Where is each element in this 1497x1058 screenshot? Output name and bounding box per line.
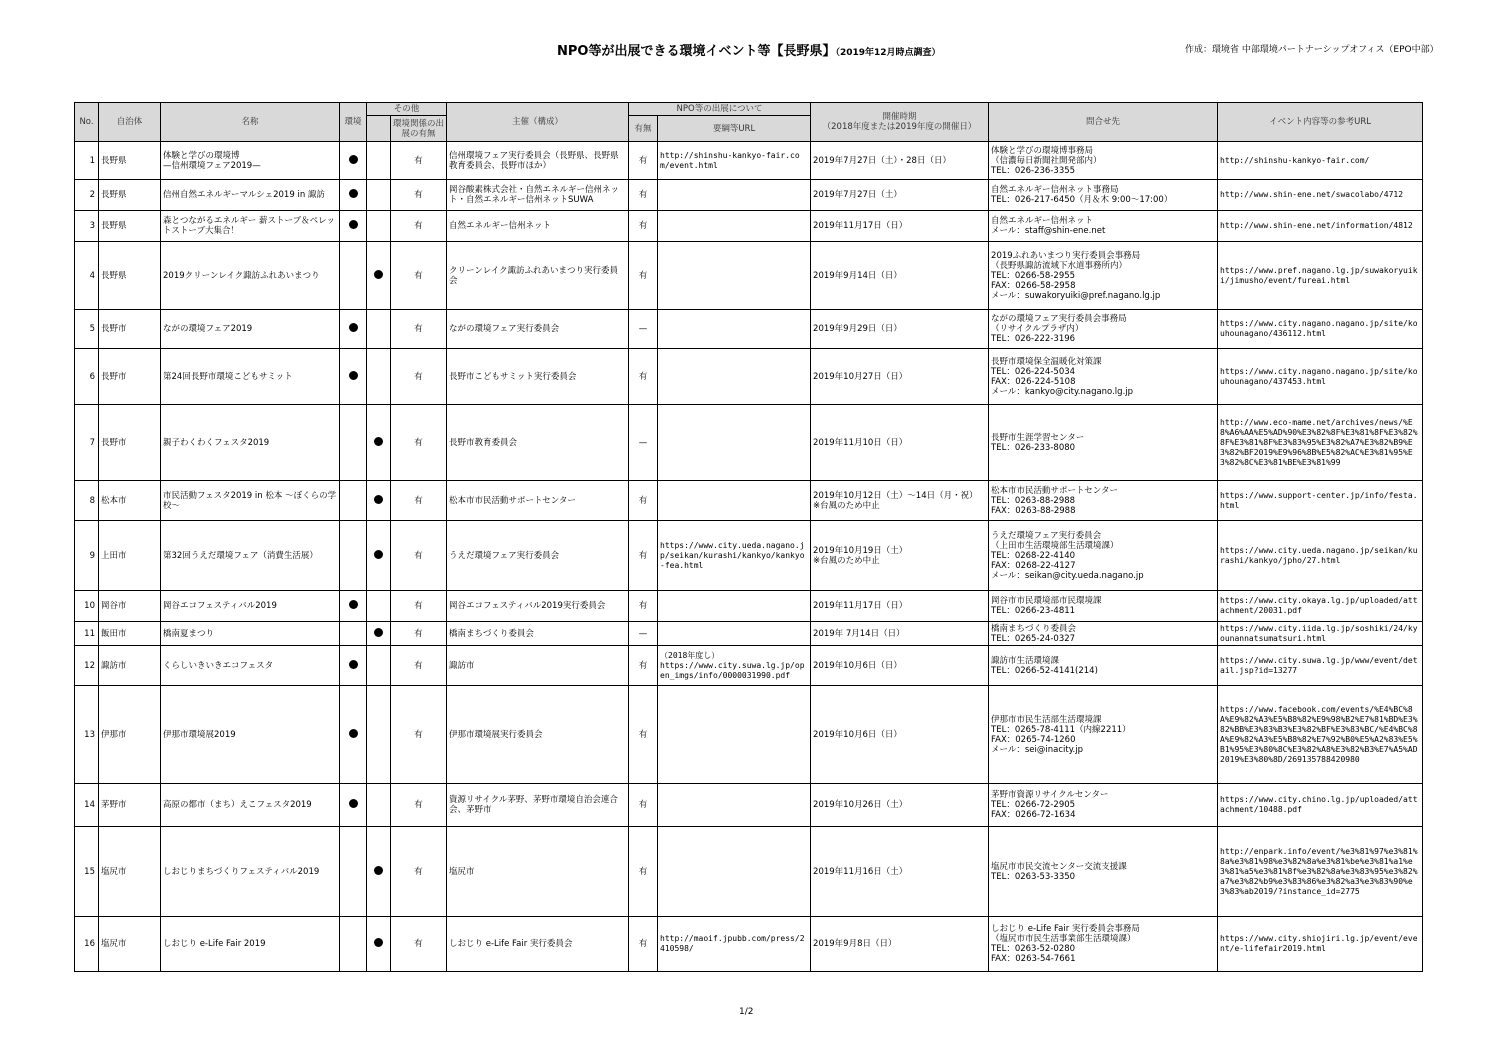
row-name: 森とつながるエネルギー 薪ストーブ＆ペレットストーブ大集合！ bbox=[161, 211, 340, 242]
row-name: 高原の都市（まち）えこフェスタ2019 bbox=[161, 784, 340, 827]
row-event-url: https://www.city.chino.lg.jp/uploaded/attachment/10488.pdf bbox=[1218, 784, 1423, 827]
row-booth: 有 bbox=[391, 242, 447, 310]
row-name: 岡谷エコフェスティバル2019 bbox=[161, 591, 340, 622]
row-period: 2019年11月17日（日） bbox=[811, 211, 989, 242]
filled-circle-icon bbox=[374, 628, 383, 637]
row-municipality: 長野県 bbox=[99, 180, 161, 211]
row-municipality: 塩尻市 bbox=[99, 917, 161, 972]
row-environment bbox=[340, 405, 367, 481]
row-name: 橋南夏まつり bbox=[161, 622, 340, 646]
row-booth: 有 bbox=[391, 646, 447, 686]
row-contact: 諏訪市生活環境課 TEL：0266-52-4141(214) bbox=[989, 646, 1218, 686]
row-no: 3 bbox=[75, 211, 99, 242]
row-npo: 有 bbox=[629, 827, 658, 917]
row-name: しおじり e-Life Fair 2019 bbox=[161, 917, 340, 972]
col-no: No. bbox=[75, 103, 99, 142]
row-environment bbox=[340, 521, 367, 591]
row-npo-url bbox=[658, 784, 811, 827]
row-environment bbox=[340, 591, 367, 622]
row-npo-url bbox=[658, 180, 811, 211]
row-organizer: 岡谷酸素株式会社・自然エネルギー信州ネット・自然エネルギー信州ネットSUWA bbox=[447, 180, 629, 211]
row-environment bbox=[340, 686, 367, 784]
table-row bbox=[75, 180, 1423, 211]
row-event-url: https://www.city.okaya.lg.jp/uploaded/attachment/20031.pdf bbox=[1218, 591, 1423, 622]
row-no: 9 bbox=[75, 521, 99, 591]
row-event-url: https://www.city.iida.lg.jp/soshiki/24/kyounannatsumatsuri.html bbox=[1218, 622, 1423, 646]
row-municipality: 上田市 bbox=[99, 521, 161, 591]
row-no: 8 bbox=[75, 481, 99, 521]
row-npo-url: （2018年度し） https://www.city.suwa.lg.jp/open_imgs/info/0000031990.pdf bbox=[658, 646, 811, 686]
row-other bbox=[367, 405, 391, 481]
table-row bbox=[75, 646, 1423, 686]
filled-circle-icon bbox=[349, 799, 358, 808]
row-npo-url: https://www.city.ueda.nagano.jp/seikan/kurashi/kankyo/kankyo-fea.html bbox=[658, 521, 811, 591]
row-contact: 長野市環境保全温暖化対策課 TEL：026-224-5034 FAX：026-224-5108 メール：kankyo@city.nagano.lg.jp bbox=[989, 349, 1218, 405]
row-booth: 有 bbox=[391, 827, 447, 917]
row-npo: 有 bbox=[629, 686, 658, 784]
filled-circle-icon bbox=[349, 220, 358, 229]
row-name: 伊那市環境展2019 bbox=[161, 686, 340, 784]
row-event-url: https://www.facebook.com/events/%E4%BC%8A%E9%82%A3%E5%B8%82%E9%98%B2%E7%81%BD%E3%82%BB%E3%83%B3%E3%82%BF%E3%83%BC/%E4%BC%8A%E9%82%A3%E5%B8%82%E7%92%B0%E5%A2%83%E5%B1%95%E3%80%8C%E3%82%A8%E3%82%B3%E7%A5%AD2019%E3%80%8D/269135788420980 bbox=[1218, 686, 1423, 784]
row-other bbox=[367, 481, 391, 521]
row-npo-url: http://shinshu-kankyo-fair.com/event.html bbox=[658, 142, 811, 180]
row-organizer: 松本市市民活動サポートセンター bbox=[447, 481, 629, 521]
row-npo-url bbox=[658, 686, 811, 784]
row-environment bbox=[340, 827, 367, 917]
row-municipality: 諏訪市 bbox=[99, 646, 161, 686]
row-npo-url bbox=[658, 349, 811, 405]
row-period: 2019年11月17日（日） bbox=[811, 591, 989, 622]
filled-circle-icon bbox=[349, 660, 358, 669]
row-name: しおじりまちづくりフェスティバル2019 bbox=[161, 827, 340, 917]
table-row bbox=[75, 242, 1423, 310]
row-npo-url bbox=[658, 827, 811, 917]
row-booth: 有 bbox=[391, 686, 447, 784]
row-contact: 茅野市資源リサイクルセンター TEL：0266-72-2905 FAX：0266-72-1634 bbox=[989, 784, 1218, 827]
row-period: 2019年10月27日（日） bbox=[811, 349, 989, 405]
row-contact: 自然エネルギー信州ネット メール：staff@shin-ene.net bbox=[989, 211, 1218, 242]
row-organizer: しおじり e-Life Fair 実行委員会 bbox=[447, 917, 629, 972]
author-credit: 作成：環境省 中部環境パートナーシップオフィス（EPO中部） bbox=[1185, 45, 1439, 55]
row-event-url: https://www.city.ueda.nagano.jp/seikan/kurashi/kankyo/jpho/27.html bbox=[1218, 521, 1423, 591]
row-npo: 有 bbox=[629, 784, 658, 827]
row-environment bbox=[340, 211, 367, 242]
row-other bbox=[367, 917, 391, 972]
row-name: 体験と学びの環境博 —信州環境フェア2019— bbox=[161, 142, 340, 180]
row-contact: 伊那市市民生活部生活環境課 TEL：0265-78-4111（内線2211） FAX：0265-74-1260 メール：sei@inacity.jp bbox=[989, 686, 1218, 784]
table-row bbox=[75, 591, 1423, 622]
filled-circle-icon bbox=[349, 371, 358, 380]
col-organizer: 主催（構成） bbox=[447, 103, 629, 142]
row-name: 第24回長野市環境こどもサミット bbox=[161, 349, 340, 405]
row-npo-url bbox=[658, 211, 811, 242]
row-npo-url bbox=[658, 591, 811, 622]
row-other bbox=[367, 211, 391, 242]
table-row bbox=[75, 784, 1423, 827]
table-row bbox=[75, 142, 1423, 180]
col-other: その他 bbox=[367, 103, 447, 116]
row-other bbox=[367, 521, 391, 591]
row-contact: 体験と学びの環境博事務局 （信濃毎日新聞社開発部内） TEL：026-236-3355 bbox=[989, 142, 1218, 180]
row-no: 4 bbox=[75, 242, 99, 310]
row-booth: 有 bbox=[391, 521, 447, 591]
filled-circle-icon bbox=[374, 437, 383, 446]
row-environment bbox=[340, 481, 367, 521]
filled-circle-icon bbox=[349, 155, 358, 164]
row-contact: 橋南まちづくり委員会 TEL：0265-24-0327 bbox=[989, 622, 1218, 646]
row-other bbox=[367, 310, 391, 349]
filled-circle-icon bbox=[349, 323, 358, 332]
row-npo: 有 bbox=[629, 211, 658, 242]
row-name: 親子わくわくフェスタ2019 bbox=[161, 405, 340, 481]
row-municipality: 長野市 bbox=[99, 310, 161, 349]
row-organizer: 岡谷エコフェスティバル2019実行委員会 bbox=[447, 591, 629, 622]
page-title bbox=[557, 40, 941, 59]
row-other bbox=[367, 180, 391, 211]
row-contact: 岡谷市市民環境部市民環境課 TEL：0266-23-4811 bbox=[989, 591, 1218, 622]
row-event-url: https://www.city.suwa.lg.jp/www/event/detail.jsp?id=13277 bbox=[1218, 646, 1423, 686]
row-organizer: 自然エネルギー信州ネット bbox=[447, 211, 629, 242]
events-table bbox=[74, 102, 1423, 972]
row-booth: 有 bbox=[391, 405, 447, 481]
row-event-url: https://www.city.nagano.nagano.jp/site/kouhounagano/437453.html bbox=[1218, 349, 1423, 405]
row-booth: 有 bbox=[391, 142, 447, 180]
row-booth: 有 bbox=[391, 591, 447, 622]
row-other bbox=[367, 349, 391, 405]
row-event-url: https://www.pref.nagano.lg.jp/suwakoryuiki/jimusho/event/fureai.html bbox=[1218, 242, 1423, 310]
row-event-url: http://www.shin-ene.net/swacolabo/4712 bbox=[1218, 180, 1423, 211]
row-booth: 有 bbox=[391, 917, 447, 972]
row-organizer: 長野市教育委員会 bbox=[447, 405, 629, 481]
row-period: 2019年10月6日（日） bbox=[811, 646, 989, 686]
filled-circle-icon bbox=[349, 600, 358, 609]
row-organizer: うえだ環境フェア実行委員会 bbox=[447, 521, 629, 591]
filled-circle-icon bbox=[374, 270, 383, 279]
row-organizer: 信州環境フェア実行委員会（長野県、長野県教育委員会、長野市ほか） bbox=[447, 142, 629, 180]
filled-circle-icon bbox=[374, 495, 383, 504]
row-name: くらしいきいきエコフェスタ bbox=[161, 646, 340, 686]
col-npo: NPO等の出展について bbox=[629, 103, 811, 116]
row-booth: 有 bbox=[391, 211, 447, 242]
row-period: 2019年11月10日（日） bbox=[811, 405, 989, 481]
row-npo-url bbox=[658, 481, 811, 521]
col-booth: 環境関係の出展の有無 bbox=[391, 116, 447, 142]
row-contact: 自然エネルギー信州ネット事務局 TEL：026-217-6450（月＆木 9:00～17:00） bbox=[989, 180, 1218, 211]
col-period-sub: （2018年度または2019年度の開催日） bbox=[822, 122, 977, 132]
page-number: 1/2 bbox=[739, 1007, 754, 1017]
row-npo: 有 bbox=[629, 481, 658, 521]
row-npo: 有 bbox=[629, 349, 658, 405]
row-organizer: 資源リサイクル茅野、茅野市環境自治会連合会、茅野市 bbox=[447, 784, 629, 827]
table-row bbox=[75, 521, 1423, 591]
row-other bbox=[367, 142, 391, 180]
row-no: 14 bbox=[75, 784, 99, 827]
row-no: 7 bbox=[75, 405, 99, 481]
row-period: 2019年9月14日（日） bbox=[811, 242, 989, 310]
row-event-url: http://shinshu-kankyo-fair.com/ bbox=[1218, 142, 1423, 180]
row-npo: — bbox=[629, 622, 658, 646]
row-npo: 有 bbox=[629, 242, 658, 310]
filled-circle-icon bbox=[374, 550, 383, 559]
row-period: 2019年10月6日（日） bbox=[811, 686, 989, 784]
title-main: NPO等が出展できる環境イベント等【長野県】 bbox=[557, 44, 836, 59]
title-subtitle: （2019年12月時点調査） bbox=[835, 48, 941, 58]
table-row bbox=[75, 310, 1423, 349]
row-period: 2019年7月27日（土）・28日（日） bbox=[811, 142, 989, 180]
table-row bbox=[75, 622, 1423, 646]
table-row bbox=[75, 405, 1423, 481]
row-environment bbox=[340, 242, 367, 310]
row-environment bbox=[340, 646, 367, 686]
row-other bbox=[367, 622, 391, 646]
row-event-url: http://www.eco-mame.net/archives/news/%E8%A6%AA%E5%AD%90%E3%82%8F%E3%81%8F%E3%82%8F%E3%81%8F%E3%83%95%E3%82%A7%E3%82%B9%E3%82%BF2019%E9%96%8B%E5%82%AC%E3%81%95%E3%82%8C%E3%81%BE%E3%81%99 bbox=[1218, 405, 1423, 481]
col-municipality: 自治体 bbox=[99, 103, 161, 142]
col-event-url: イベント内容等の参考URL bbox=[1218, 103, 1423, 142]
filled-circle-icon bbox=[374, 938, 383, 947]
row-npo: 有 bbox=[629, 591, 658, 622]
row-other bbox=[367, 242, 391, 310]
row-name: 2019クリーンレイク諏訪ふれあいまつり bbox=[161, 242, 340, 310]
row-municipality: 茅野市 bbox=[99, 784, 161, 827]
row-no: 11 bbox=[75, 622, 99, 646]
row-municipality: 長野市 bbox=[99, 405, 161, 481]
row-npo-url bbox=[658, 310, 811, 349]
row-npo-url bbox=[658, 242, 811, 310]
row-municipality: 伊那市 bbox=[99, 686, 161, 784]
row-no: 16 bbox=[75, 917, 99, 972]
row-organizer: 伊那市環境展実行委員会 bbox=[447, 686, 629, 784]
table-row bbox=[75, 917, 1423, 972]
row-period: 2019年10月19日（土） ※台風のため中止 bbox=[811, 521, 989, 591]
row-npo: 有 bbox=[629, 521, 658, 591]
row-npo: 有 bbox=[629, 142, 658, 180]
row-other bbox=[367, 784, 391, 827]
table-row bbox=[75, 827, 1423, 917]
row-organizer: 長野市こどもサミット実行委員会 bbox=[447, 349, 629, 405]
row-other bbox=[367, 591, 391, 622]
row-booth: 有 bbox=[391, 310, 447, 349]
row-period: 2019年10月26日（土） bbox=[811, 784, 989, 827]
row-organizer: 塩尻市 bbox=[447, 827, 629, 917]
table-row bbox=[75, 349, 1423, 405]
row-npo-url: http://maoif.jpubb.com/press/2410598/ bbox=[658, 917, 811, 972]
table-header bbox=[75, 103, 1423, 142]
row-environment bbox=[340, 917, 367, 972]
row-environment bbox=[340, 784, 367, 827]
row-other bbox=[367, 646, 391, 686]
row-name: 市民活動フェスタ2019 in 松本 ～ぼくらの学校～ bbox=[161, 481, 340, 521]
row-environment bbox=[340, 349, 367, 405]
row-npo: — bbox=[629, 405, 658, 481]
filled-circle-icon bbox=[349, 729, 358, 738]
row-event-url: http://enpark.info/event/%e3%81%97%e3%81%8a%e3%81%98%e3%82%8a%e3%81%be%e3%81%a1%e3%81%a5%e3%81%8f%e3%82%8a%e3%83%95%e3%82%a7%e3%82%b9%e3%83%86%e3%82%a3%e3%83%90%e3%83%ab2019/?instance_id=2775 bbox=[1218, 827, 1423, 917]
table-row bbox=[75, 686, 1423, 784]
row-event-url: https://www.city.nagano.nagano.jp/site/kouhounagano/436112.html bbox=[1218, 310, 1423, 349]
row-no: 15 bbox=[75, 827, 99, 917]
row-npo-url bbox=[658, 622, 811, 646]
row-no: 5 bbox=[75, 310, 99, 349]
row-booth: 有 bbox=[391, 481, 447, 521]
row-event-url: https://www.city.shiojiri.lg.jp/event/event/e-lifefair2019.html bbox=[1218, 917, 1423, 972]
row-period: 2019年11月16日（土） bbox=[811, 827, 989, 917]
row-npo: 有 bbox=[629, 180, 658, 211]
row-event-url: http://www.shin-ene.net/information/4812 bbox=[1218, 211, 1423, 242]
row-name: 信州自然エネルギーマルシェ2019 in 諏訪 bbox=[161, 180, 340, 211]
row-contact: 塩尻市市民交流センター交流支援課 TEL：0263-53-3350 bbox=[989, 827, 1218, 917]
row-period: 2019年9月8日（日） bbox=[811, 917, 989, 972]
row-contact: 2019ふれあいまつり実行委員会事務局 （長野県諏訪流域下水道事務所内） TEL：0266-58-2955 FAX：0266-58-2958 メール：suwakoryuiki@pref.nagano.lg.jp bbox=[989, 242, 1218, 310]
row-no: 13 bbox=[75, 686, 99, 784]
row-environment bbox=[340, 180, 367, 211]
row-name: ながの環境フェア2019 bbox=[161, 310, 340, 349]
row-municipality: 長野県 bbox=[99, 142, 161, 180]
row-booth: 有 bbox=[391, 180, 447, 211]
row-npo: 有 bbox=[629, 646, 658, 686]
table-row bbox=[75, 211, 1423, 242]
filled-circle-icon bbox=[374, 866, 383, 875]
row-npo: 有 bbox=[629, 917, 658, 972]
row-no: 1 bbox=[75, 142, 99, 180]
row-municipality: 長野市 bbox=[99, 349, 161, 405]
row-environment bbox=[340, 310, 367, 349]
row-contact: 松本市市民活動サポートセンター TEL：0263-88-2988 FAX：0263-88-2988 bbox=[989, 481, 1218, 521]
row-contact: うえだ環境フェア実行委員会 （上田市生活環境部生活環境課） TEL：0268-22-4140 FAX：0268-22-4127 メール：seikan@city.ueda.nagano.jp bbox=[989, 521, 1218, 591]
row-municipality: 塩尻市 bbox=[99, 827, 161, 917]
col-period bbox=[811, 103, 989, 142]
row-municipality: 長野県 bbox=[99, 242, 161, 310]
row-period: 2019年9月29日（日） bbox=[811, 310, 989, 349]
row-no: 2 bbox=[75, 180, 99, 211]
row-name: 第32回うえだ環境フェア（消費生活展） bbox=[161, 521, 340, 591]
row-booth: 有 bbox=[391, 622, 447, 646]
row-contact: ながの環境フェア実行委員会事務局 （リサイクルプラザ内） TEL：026-222-3196 bbox=[989, 310, 1218, 349]
row-booth: 有 bbox=[391, 784, 447, 827]
row-no: 10 bbox=[75, 591, 99, 622]
row-organizer: 諏訪市 bbox=[447, 646, 629, 686]
row-period: 2019年 7月14日（日） bbox=[811, 622, 989, 646]
row-npo-url bbox=[658, 405, 811, 481]
filled-circle-icon bbox=[349, 189, 358, 198]
col-other-blank bbox=[367, 116, 391, 142]
row-environment bbox=[340, 622, 367, 646]
row-other bbox=[367, 686, 391, 784]
row-no: 12 bbox=[75, 646, 99, 686]
row-period: 2019年10月12日（土）～14日（月・祝） ※台風のため中止 bbox=[811, 481, 989, 521]
col-contact: 問合せ先 bbox=[989, 103, 1218, 142]
row-no: 6 bbox=[75, 349, 99, 405]
row-municipality: 岡谷市 bbox=[99, 591, 161, 622]
row-contact: 長野市生涯学習センター TEL：026-233-8080 bbox=[989, 405, 1218, 481]
row-environment bbox=[340, 142, 367, 180]
row-npo: — bbox=[629, 310, 658, 349]
table-body bbox=[75, 142, 1423, 972]
row-organizer: クリーンレイク諏訪ふれあいまつり実行委員会 bbox=[447, 242, 629, 310]
row-municipality: 松本市 bbox=[99, 481, 161, 521]
row-period: 2019年7月27日（土） bbox=[811, 180, 989, 211]
table-row bbox=[75, 481, 1423, 521]
row-event-url: https://www.support-center.jp/info/festa.html bbox=[1218, 481, 1423, 521]
row-contact: しおじり e-Life Fair 実行委員会事務局 （塩尻市市民生活事業部生活環境課） TEL：0263-52-0280 FAX：0263-54-7661 bbox=[989, 917, 1218, 972]
col-name: 名称 bbox=[161, 103, 340, 142]
col-npo-url: 要綱等URL bbox=[658, 116, 811, 142]
row-organizer: ながの環境フェア実行委員会 bbox=[447, 310, 629, 349]
col-npo-yes: 有無 bbox=[629, 116, 658, 142]
row-municipality: 長野県 bbox=[99, 211, 161, 242]
row-booth: 有 bbox=[391, 349, 447, 405]
row-municipality: 飯田市 bbox=[99, 622, 161, 646]
row-organizer: 橋南まちづくり委員会 bbox=[447, 622, 629, 646]
col-environment: 環境 bbox=[340, 103, 367, 142]
col-period-label: 開催時期 bbox=[882, 112, 917, 122]
row-other bbox=[367, 827, 391, 917]
